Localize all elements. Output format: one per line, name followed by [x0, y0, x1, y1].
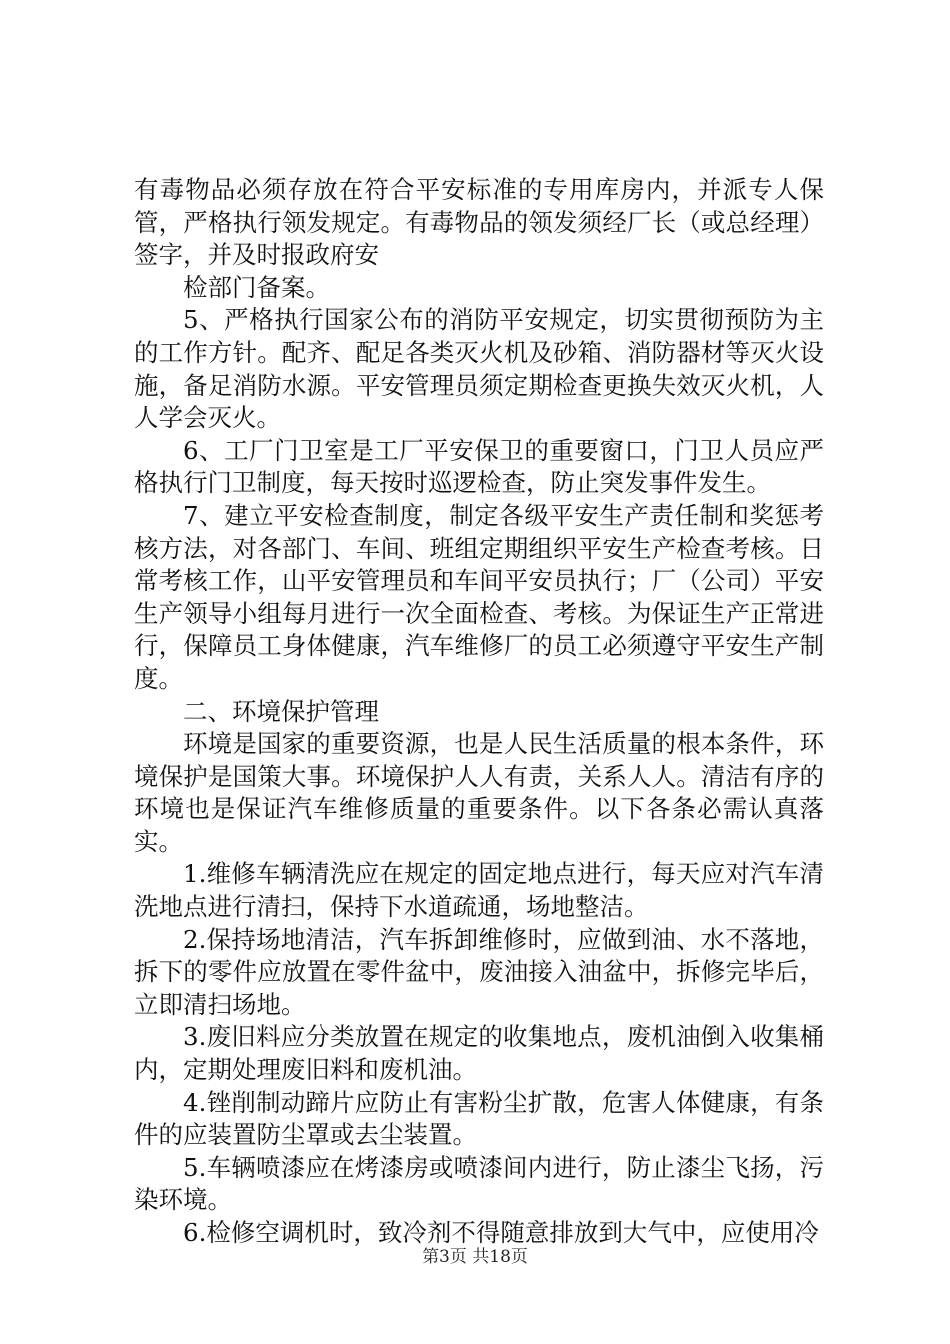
- paragraph-7: 环境是国家的重要资源，也是人民生活质量的根本条件，环境保护是国策大事。环境保护人人有责，关系人人。清洁有序的环境也是保证汽车维修质量的重要条件。以下各条必需认真落实。: [134, 729, 824, 856]
- paragraph-9: 2.保持场地清洁，汽车拆卸维修时，应做到油、水不落地，拆下的零件应放置在零件盆中，废油接入油盆中，拆修完毕后，立即清扫场地。: [134, 924, 824, 1019]
- paragraph-3: 5、严格执行国家公布的消防平安规定，切实贯彻预防为主的工作方针。配齐、配足各类灭火机及砂箱、消防器材等灭火设施，备足消防水源。平安管理员须定期检查更换失效灭火机，人人学会灭火。: [134, 305, 824, 433]
- paragraph-11: 4.锉削制动蹄片应防止有害粉尘扩散，危害人体健康，有条件的应装置防尘罩或去尘装置。: [134, 1087, 824, 1150]
- paragraph-4: 6、工厂门卫室是工厂平安保卫的重要窗口，门卫人员应严格执行门卫制度，每天按时巡逻检查，防止突发事件发生。: [134, 435, 824, 498]
- paragraph-12: 5.车辆喷漆应在烤漆房或喷漆间内进行，防止漆尘飞扬，污染环境。: [134, 1152, 824, 1215]
- paragraph-1: 有毒物品必须存放在符合平安标准的专用库房内，并派专人保管，严格执行领发规定。有毒物品的领发须经厂长（或总经理）签字，并及时报政府安: [134, 175, 824, 270]
- page-number-footer: 第3页 共18页: [422, 1247, 528, 1267]
- paragraph-5: 7、建立平安检查制度，制定各级平安生产责任制和奖惩考核方法，对各部门、车间、班组定期组织平安生产检查考核。日常考核工作，山平安管理员和车间平安员执行；厂（公司）平安生产领导小组每月进行一次全面检查、考核。为保证生产正常进行，保障员工身体健康，汽车维修厂的员工必须遵守平安生产制度。: [134, 500, 824, 693]
- paragraph-8: 1.维修车辆清洗应在规定的固定地点进行，每天应对汽车清洗地点进行清扫，保持下水道疏通，场地整洁。: [134, 859, 824, 922]
- paragraph-13: 6.检修空调机时，致冷剂不得随意排放到大气中，应使用冷: [183, 1218, 819, 1247]
- section-heading: 二、环境保护管理: [183, 696, 379, 726]
- document-body: [134, 174, 824, 1250]
- paragraph-2: 检部门备案。: [183, 272, 330, 302]
- paragraph-10: 3.废旧料应分类放置在规定的收集地点，废机油倒入收集桶内，定期处理废旧料和废机油。: [134, 1022, 824, 1085]
